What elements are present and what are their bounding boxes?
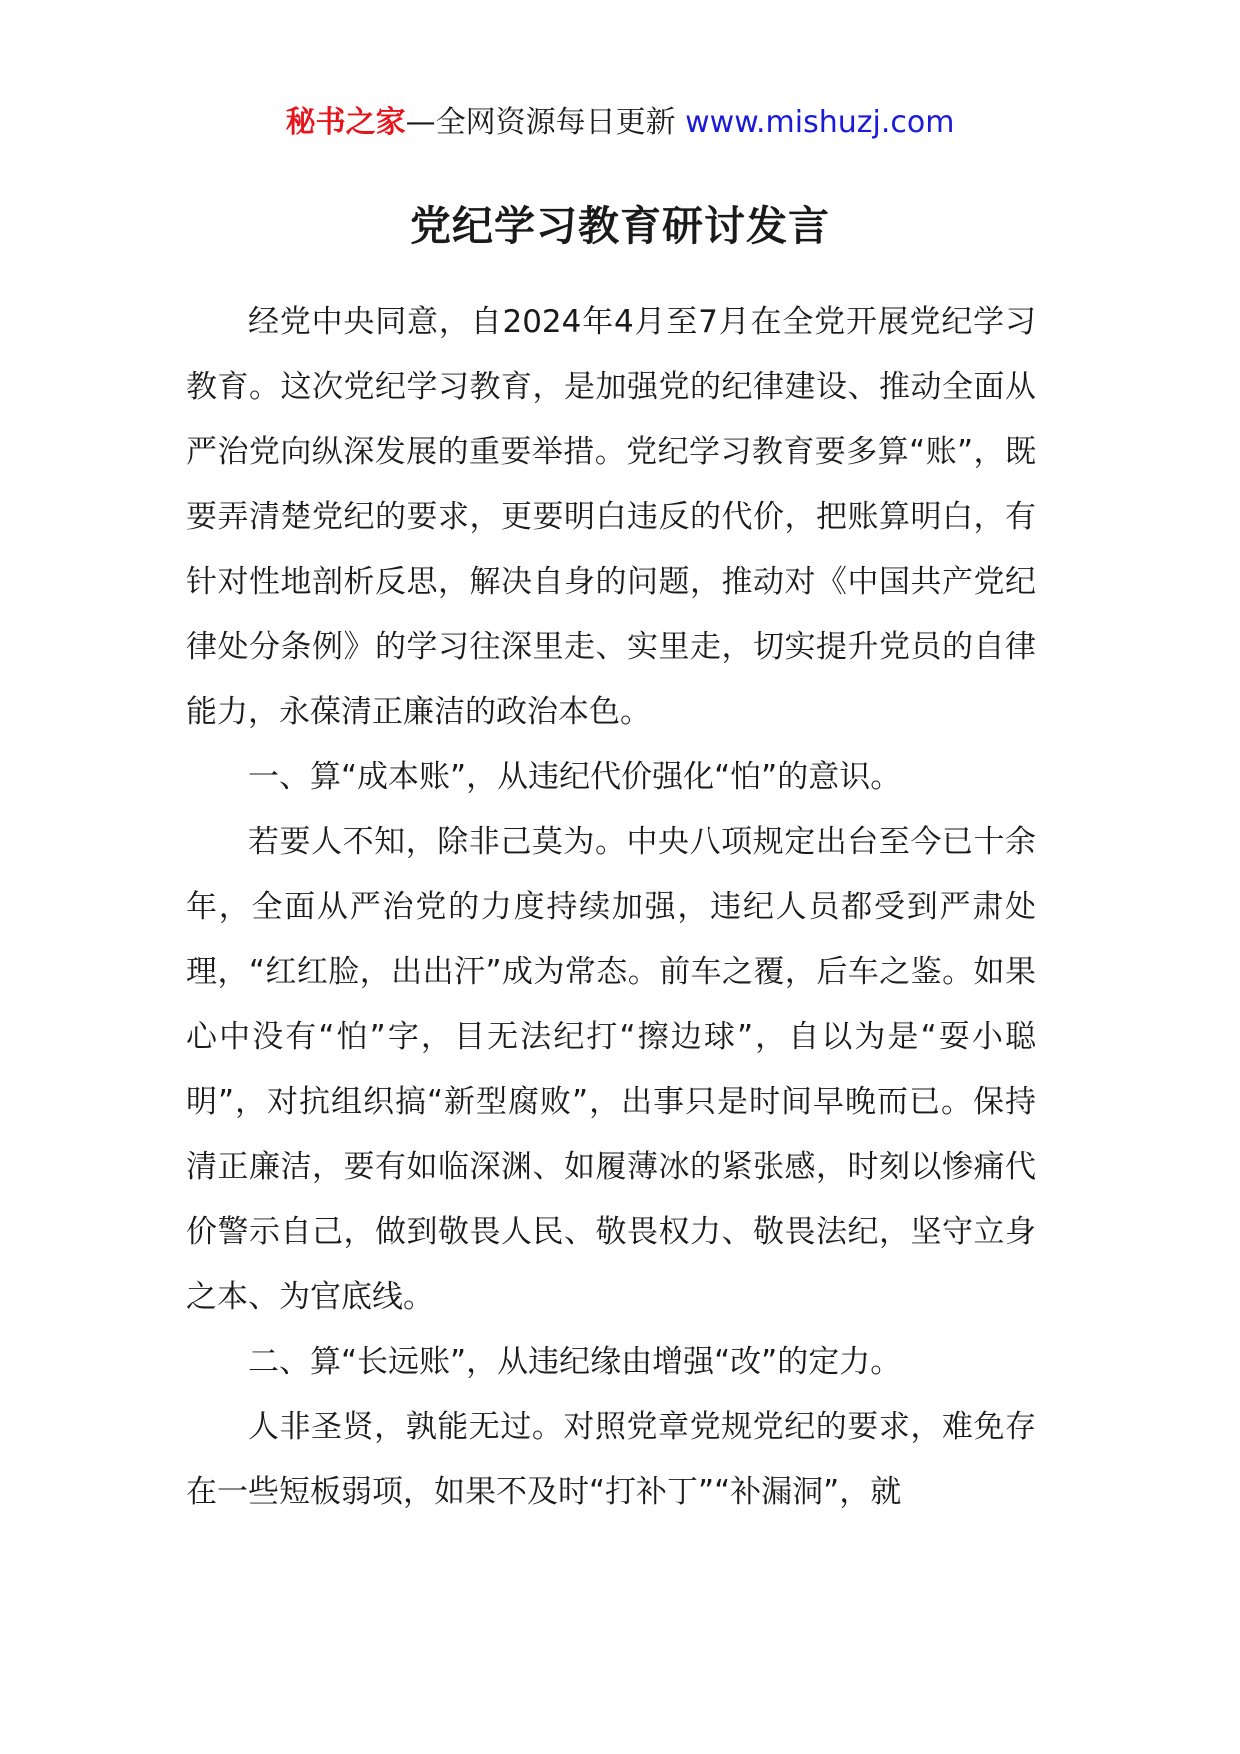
intro-paragraph: 经党中央同意，自2024年4月至7月在全党开展党纪学习教育。这次党纪学习教育，是加强党的纪律建设、推动全面从严治党向纵深发展的重要举措。党纪学习教育要多算“账”，既要弄清楚党纪的要求，更要明白违反的代价，把账算明白，有针对性地剖析反思，解决自身的问题，推动对《中国共产党纪律处分条例》的学习往深里走、实里走，切实提升党员的自律能力，永葆清正廉洁的政治本色。 — [186, 304, 1036, 730]
site-name: 秘书之家 — [285, 105, 406, 140]
section-heading-1: 一、算“成本账”，从违纪代价强化“怕”的意识。 — [248, 759, 902, 795]
site-tagline: —全网资源每日更新 — [405, 105, 686, 140]
section-paragraph-1: 若要人不知，除非己莫为。中央八项规定出台至今已十余年，全面从严治党的力度持续加强，违纪人员都受到严肃处理，“红红脸，出出汗”成为常态。前车之覆，后车之鉴。如果心中没有“怕”字，目无法纪打“擦边球”，自以为是“耍小聪明”，对抗组织搞“新型腐败”，出事只是时间早晚而已。保持清正廉洁，要有如临深渊、如履薄冰的紧张感，时刻以惨痛代价警示自己，做到敬畏人民、敬畏权力、敬畏法纪，坚守立身之本、为官底线。 — [186, 824, 1036, 1315]
section-paragraph-2: 人非圣贤，孰能无过。对照党章党规党纪的要求，难免存在一些短板弱项，如果不及时“打补丁”“补漏洞”，就 — [186, 1409, 1036, 1510]
site-header — [0, 100, 1240, 146]
document-title: 党纪学习教育研讨发言 — [410, 202, 830, 250]
section-heading-2: 二、算“长远账”，从违纪缘由增强“改”的定力。 — [248, 1344, 902, 1380]
site-url-link[interactable]: www.mishuzj.com — [685, 105, 955, 140]
document-body — [186, 290, 1036, 1525]
